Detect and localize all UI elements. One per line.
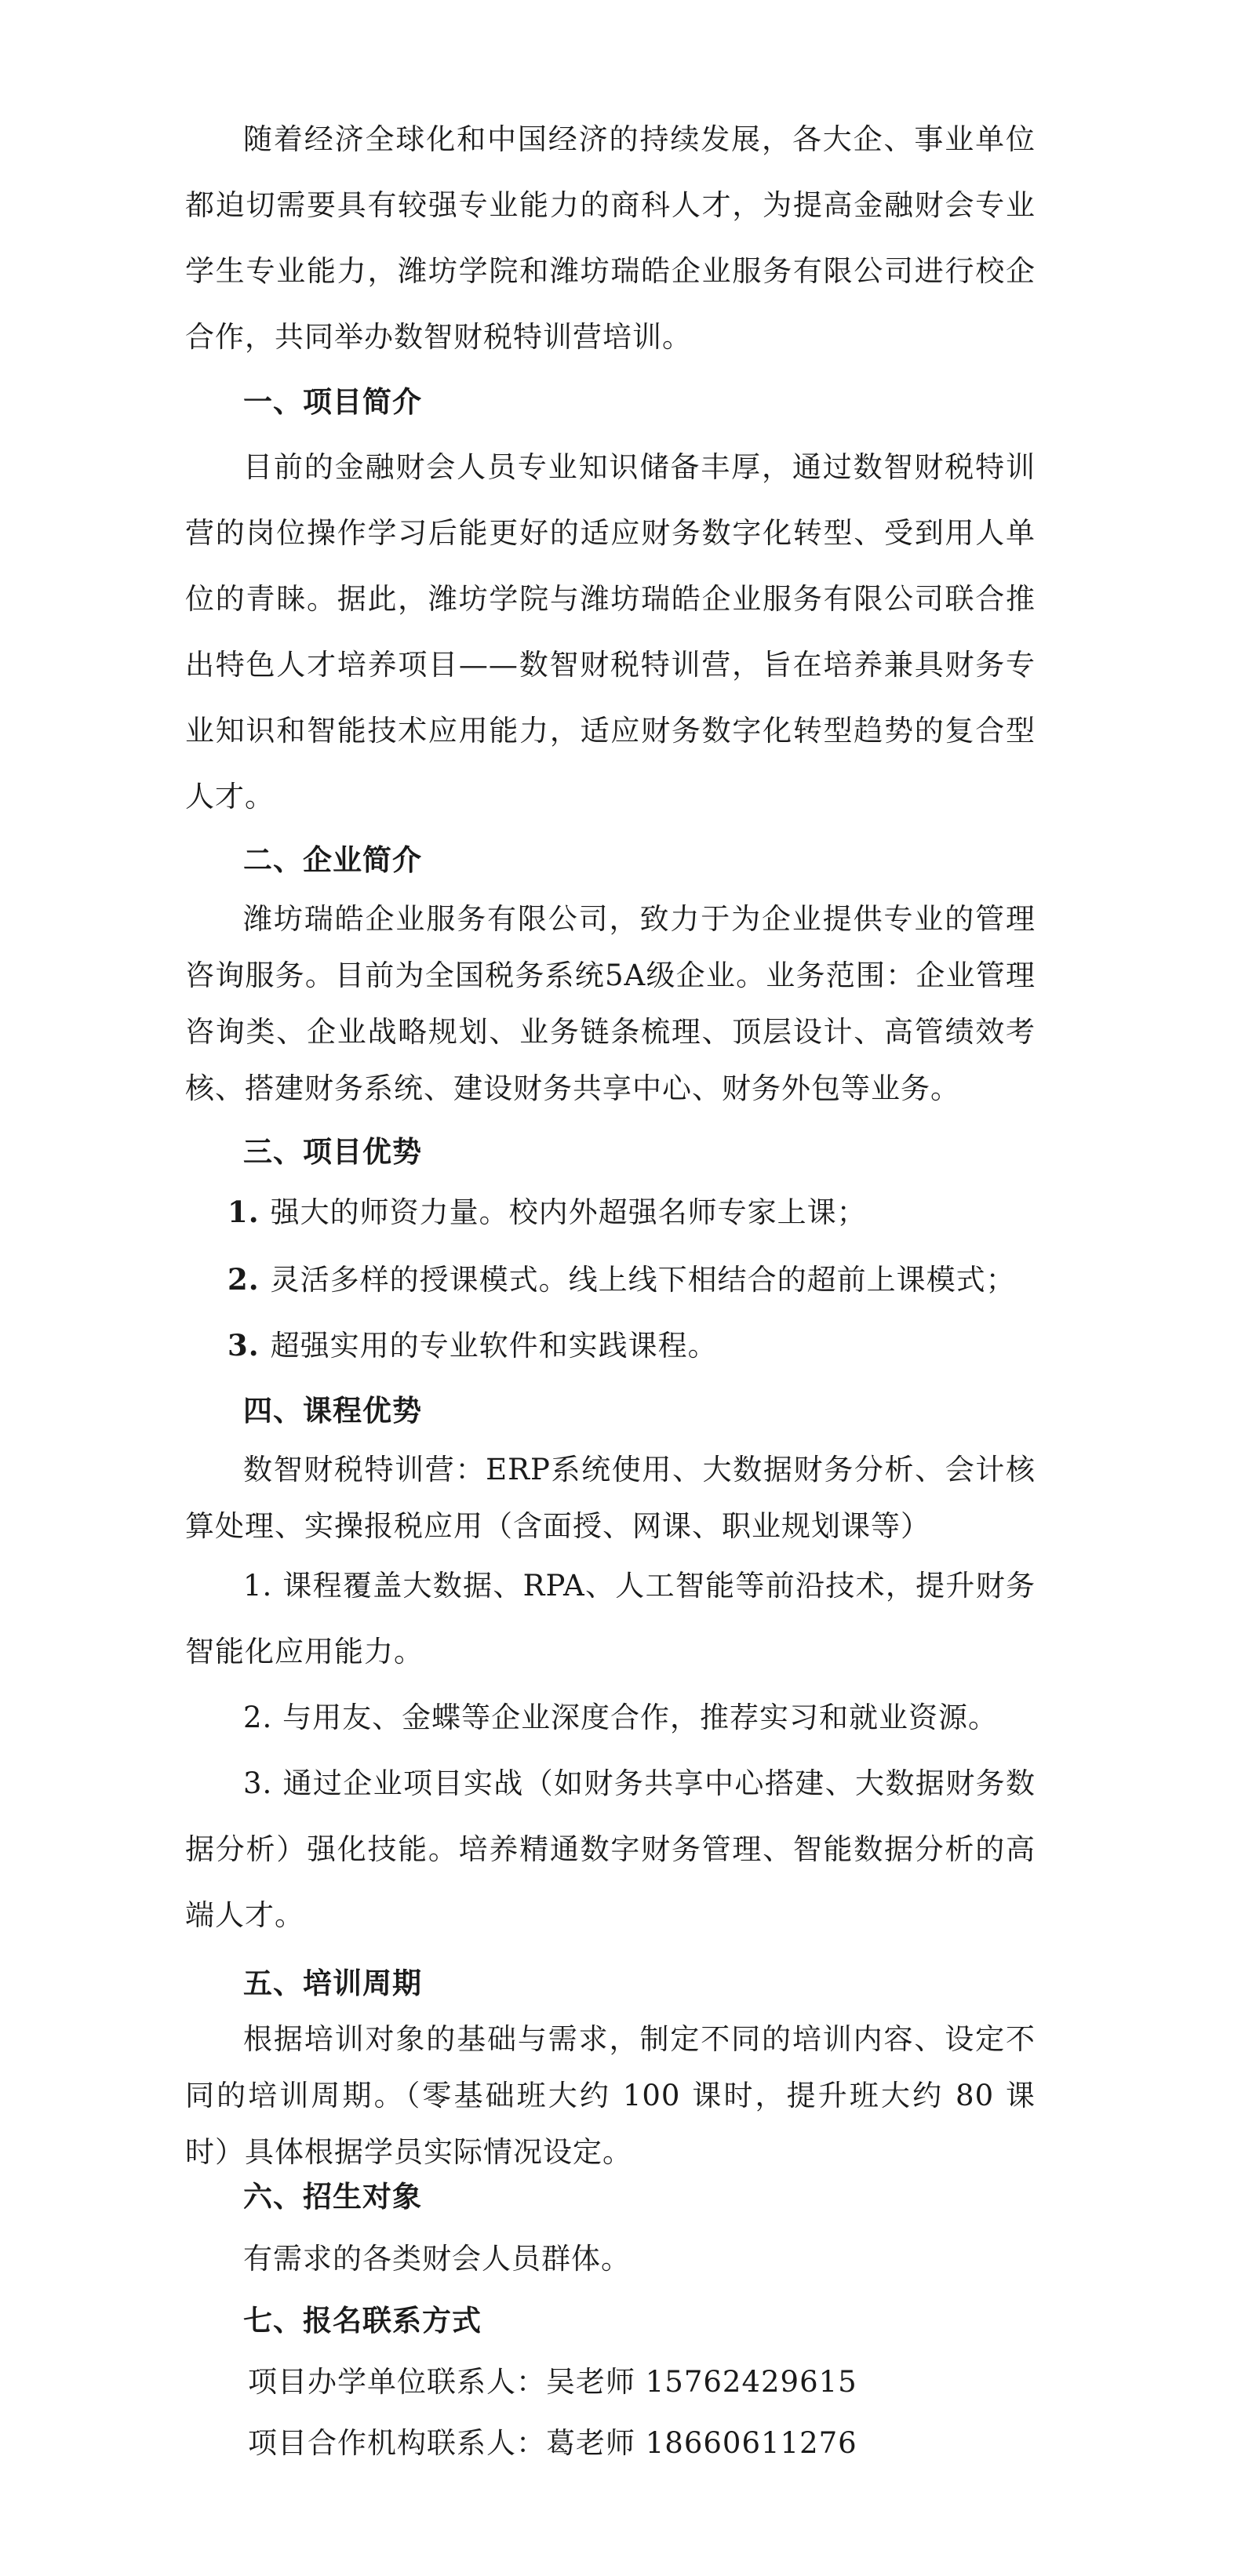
section-heading-contact: 七、报名联系方式 [243,2304,482,2338]
intro-paragraph: 随着经济全球化和中国经济的持续发展，各大企、事业单位都迫切需要具有较强专业能力的商科人才，为提高金融财会专业学生专业能力，潍坊学院和潍坊瑞皓企业服务有限公司进行校企合作，共同举办数智财税特训营培训。 [185,122,1036,354]
section-heading-training-period: 五、培训周期 [243,1967,422,2000]
advantage-item [228,1326,1043,1366]
advantage-item-text: 强大的师资力量。校内外超强名师专家上课； [270,1195,867,1229]
enrollment-target-paragraph: 有需求的各类财会人员群体。 [243,2242,631,2276]
advantage-item-number: 3. [228,1328,260,1363]
company-intro-paragraph: 潍坊瑞皓企业服务有限公司，致力于为企业提供专业的管理咨询服务。目前为全国税务系统5A级企业。业务范围：企业管理咨询类、企业战略规划、业务链条梳理、顶层设计、高管绩效考核、搭建财务系统、建设财务共享中心、财务外包等业务。 [185,902,1036,1105]
course-point: 1. 课程覆盖大数据、RPA、人工智能等前沿技术，提升财务智能化应用能力。 [185,1569,1036,1668]
advantage-item-number: 2. [228,1262,260,1297]
advantage-item [228,1192,1043,1232]
section-heading-project-intro: 一、项目简介 [243,385,422,419]
advantage-item-text: 灵活多样的授课模式。线上线下相结合的超前上课模式； [270,1263,1016,1297]
section-heading-project-advantages: 三、项目优势 [243,1135,422,1169]
course-point: 3. 通过企业项目实战（如财务共享中心搭建、大数据财务数据分析）强化技能。培养精通数字财务管理、智能数据分析的高端人才。 [185,1766,1036,1932]
advantage-item-text: 超强实用的专业软件和实践课程。 [270,1329,718,1363]
contact-line-partner: 项目合作机构联系人：葛老师 18660611276 [248,2426,857,2460]
advantage-item [228,1260,1043,1300]
training-period-paragraph: 根据培训对象的基础与需求，制定不同的培训内容、设定不同的培训周期。（零基础班大约 100 课时，提升班大约 80 课时）具体根据学员实际情况设定。 [185,2022,1036,2169]
section-heading-course-advantages: 四、课程优势 [243,1394,422,1428]
course-point: 2. 与用友、金蝶等企业深度合作，推荐实习和就业资源。 [243,1701,999,1734]
advantage-item-number: 1. [228,1195,260,1229]
contact-line-school: 项目办学单位联系人：吴老师 15762429615 [248,2365,857,2399]
course-advantages-paragraph: 数智财税特训营：ERP系统使用、大数据财务分析、会计核算处理、实操报税应用（含面授、网课、职业规划课等） [185,1453,1036,1543]
section-heading-enrollment-target: 六、招生对象 [243,2180,422,2214]
section-heading-company-intro: 二、企业简介 [243,843,422,877]
project-intro-paragraph: 目前的金融财会人员专业知识储备丰厚，通过数智财税特训营的岗位操作学习后能更好的适应财务数字化转型、受到用人单位的青睐。据此，潍坊学院与潍坊瑞皓企业服务有限公司联合推出特色人才培养项目——数智财税特训营，旨在培养兼具财务专业知识和智能技术应用能力，适应财务数字化转型趋势的复合型人才。 [185,450,1036,813]
